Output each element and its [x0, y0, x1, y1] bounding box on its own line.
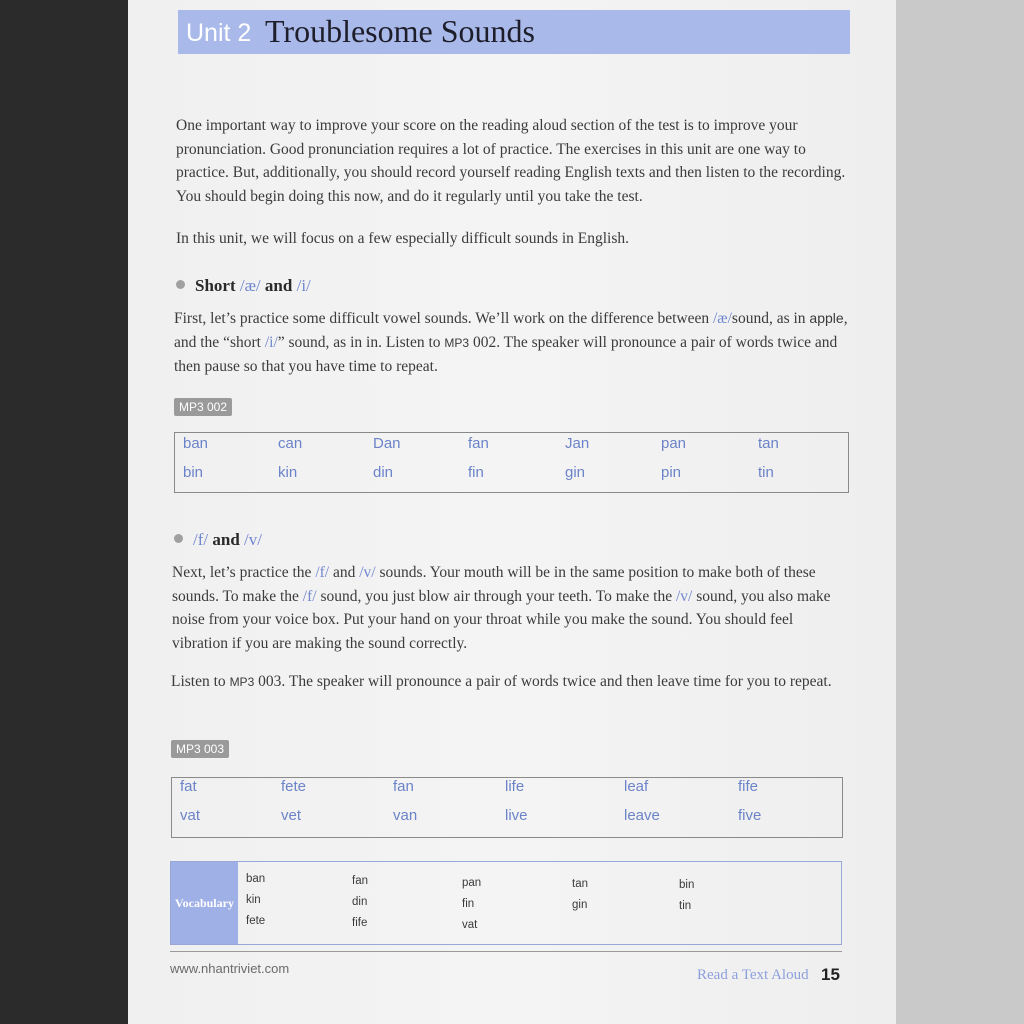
- footer-website: www.nhantriviet.com: [170, 961, 290, 976]
- word: ban: [183, 435, 209, 452]
- bullet-icon: [174, 534, 183, 543]
- vocab-word: tin: [679, 900, 692, 912]
- background-left: [0, 0, 128, 1024]
- section1-paragraph: First, let’s practice some difficult vowel sounds. We’ll work on the difference between /æ/sound, as in apple, and the “short /i/” sound, as in in. Listen to MP3 002. The speaker will pronounce a pair of words twice and then pause so that you have time to repeat.: [174, 310, 848, 375]
- unit-title: Troublesome Sounds: [265, 13, 535, 49]
- vocab-word: fete: [246, 915, 266, 927]
- intro-focus-paragraph: In this unit, we will focus on a few especially difficult sounds in English.: [176, 230, 630, 247]
- background-right: [896, 0, 1024, 1024]
- word: leave: [624, 807, 660, 824]
- vocab-word: vat: [462, 919, 478, 931]
- book-page: [128, 0, 896, 1024]
- section2-paragraph: Next, let’s practice the /f/ and /v/ sounds. Your mouth will be in the same position to make both of these sounds. To make the /f/ sound, you just blow air through your teeth. To make the /v/ sound, you also make noise from your voice box. Put your hand on your throat while you make the sound. You should feel vibration if you are making the sound correctly.: [172, 564, 831, 652]
- word: fat: [180, 778, 197, 795]
- vocab-word: fan: [352, 875, 368, 887]
- word: Jan: [565, 435, 590, 452]
- unit-title-bar: [178, 10, 850, 54]
- section-heading-short-ae-i: Short /æ/ and /i/: [176, 276, 311, 296]
- word-row-i: [175, 464, 848, 488]
- vocab-word: ban: [246, 873, 266, 885]
- vocabulary-label: Vocabulary: [171, 862, 238, 944]
- word: fin: [468, 464, 484, 481]
- word-row-ae: [175, 435, 848, 459]
- vocab-word: din: [352, 896, 368, 908]
- vocab-word: fife: [352, 917, 368, 929]
- mp3-002-badge[interactable]: MP3 002: [174, 398, 232, 416]
- vocab-word: bin: [679, 879, 695, 891]
- word: kin: [278, 464, 298, 481]
- word: Dan: [373, 435, 401, 452]
- word: vat: [180, 807, 201, 824]
- word: fife: [738, 778, 759, 795]
- footer-divider: [170, 951, 842, 952]
- vocab-word: gin: [572, 899, 588, 911]
- word: pin: [661, 464, 682, 481]
- word: bin: [183, 464, 204, 481]
- word-row-f: [172, 778, 842, 802]
- vocab-word: kin: [246, 894, 261, 906]
- unit-number: Unit 2: [186, 19, 252, 47]
- vocab-word: fin: [462, 898, 475, 910]
- section-heading-f-v: /f/ and /v/: [174, 530, 262, 550]
- vocab-word: tan: [572, 878, 588, 890]
- word-row-v: [172, 807, 842, 831]
- word: can: [278, 435, 303, 452]
- intro-paragraph: One important way to improve your score on the reading aloud section of the test is to improve your pronunciation. Good pronunciation requires a lot of practice. The exercises in this unit are one way to practice. But, additionally, you should record yourself reading English texts and then listen to the recording. You should begin doing this now, and do it regularly until you take the test.: [176, 117, 846, 205]
- word-pairs-box-1: [174, 432, 849, 493]
- word: din: [373, 464, 394, 481]
- word: five: [738, 807, 762, 824]
- word: live: [505, 807, 528, 824]
- word: fan: [468, 435, 489, 452]
- vocab-word: pan: [462, 877, 482, 889]
- word: tan: [758, 435, 779, 452]
- mp3-003-badge[interactable]: MP3 003: [171, 740, 229, 758]
- word: life: [505, 778, 525, 795]
- word: pan: [661, 435, 687, 452]
- bullet-icon: [176, 280, 185, 289]
- vocabulary-box: [170, 861, 842, 945]
- word-pairs-box-2: [171, 777, 843, 838]
- word: vet: [281, 807, 302, 824]
- section2-listen-paragraph: Listen to MP3 003. The speaker will pronounce a pair of words twice and then leave time for you to repeat.: [171, 673, 832, 690]
- footer-section-title: Read a Text Aloud: [697, 967, 809, 983]
- page-number: 15: [821, 965, 840, 984]
- word: van: [393, 807, 418, 824]
- word: gin: [565, 464, 586, 481]
- word: leaf: [624, 778, 649, 795]
- word: fete: [281, 778, 307, 795]
- word: tin: [758, 464, 774, 481]
- word: fan: [393, 778, 414, 795]
